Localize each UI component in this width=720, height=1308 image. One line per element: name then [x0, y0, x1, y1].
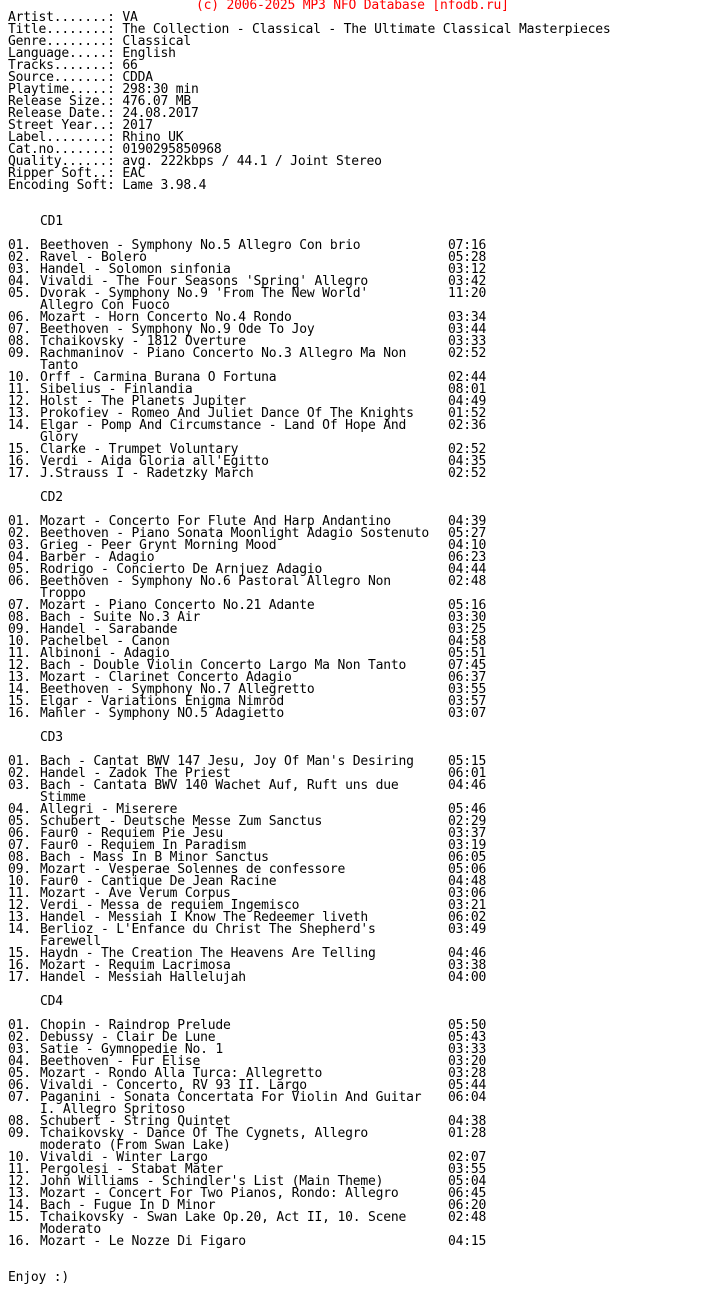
track-row	[0, 708, 720, 720]
track-number: 07.	[8, 598, 31, 613]
info-line: Encoding Soft: Lame 3.98.4	[8, 178, 207, 193]
info-line: Release Date.: 24.08.2017	[8, 106, 199, 121]
cd-label: CD1	[40, 214, 63, 229]
track-title: Handel - Sarabande	[40, 622, 178, 637]
track-number: 16.	[8, 1234, 31, 1249]
info-line: Playtime.....: 298:30 min	[8, 82, 199, 97]
track-title: Mozart - Requim Lacrimosa	[40, 958, 231, 973]
track-duration: 05:06	[448, 862, 487, 877]
track-title: Chopin - Raindrop Prelude	[40, 1018, 231, 1033]
track-number: 14.	[8, 922, 31, 937]
track-duration: 04:38	[448, 1114, 487, 1129]
track-duration: 03:33	[448, 334, 487, 349]
track-title: Mozart - Piano Concerto No.21 Adante	[40, 598, 315, 613]
track-number: 14.	[8, 1198, 31, 1213]
track-number: 12.	[8, 898, 31, 913]
track-title: Satie - Gymnopedie No. 1	[40, 1042, 224, 1057]
info-line: Genre........: Classical	[8, 34, 192, 49]
track-number: 05.	[8, 814, 31, 829]
track-title: Vivaldi - Concerto, RV 93 II. Largo	[40, 1078, 307, 1093]
track-number: 03.	[8, 538, 31, 553]
track-duration: 05:50	[448, 1018, 487, 1033]
track-title-continued: Allegro Con Fuoco	[40, 298, 170, 313]
track-number: 10.	[8, 874, 31, 889]
track-duration: 02:29	[448, 814, 487, 829]
track-duration: 05:27	[448, 526, 487, 541]
track-number: 07.	[8, 838, 31, 853]
track-duration: 04:39	[448, 514, 487, 529]
track-title-continued: Stimme	[40, 790, 86, 805]
track-number: 08.	[8, 610, 31, 625]
track-number: 02.	[8, 526, 31, 541]
track-number: 16.	[8, 706, 31, 721]
track-number: 06.	[8, 826, 31, 841]
track-number: 11.	[8, 382, 31, 397]
track-title-continued: Glory	[40, 430, 79, 445]
track-number: 01.	[8, 238, 31, 253]
track-title: Verdi - Aida Gloria all'Egitto	[40, 454, 269, 469]
track-duration: 02:48	[448, 574, 487, 589]
track-duration: 02:07	[448, 1150, 487, 1165]
track-duration: 11:20	[448, 286, 487, 301]
track-number: 11.	[8, 886, 31, 901]
track-title: Schubert - String Quintet	[40, 1114, 231, 1129]
info-line: Artist.......: VA	[8, 10, 138, 25]
track-number: 17.	[8, 970, 31, 985]
track-row	[0, 1212, 720, 1224]
track-title: Allegri - Miserere	[40, 802, 178, 817]
track-title: John Williams - Schindler's List (Main Theme)	[40, 1174, 384, 1189]
cd-label: CD4	[40, 994, 63, 1009]
track-title: Handel - Solomon sinfonia	[40, 262, 231, 277]
track-number: 09.	[8, 622, 31, 637]
track-duration: 03:30	[448, 610, 487, 625]
track-duration: 06:20	[448, 1198, 487, 1213]
track-number: 08.	[8, 334, 31, 349]
track-number: 08.	[8, 1114, 31, 1129]
track-title: Tchaikovsky - 1812 Overture	[40, 334, 246, 349]
track-row	[0, 348, 720, 360]
track-duration: 05:46	[448, 802, 487, 817]
track-duration: 05:04	[448, 1174, 487, 1189]
track-title: Rodrigo - Concierto De Arnjuez Adagio	[40, 562, 323, 577]
cd-section	[0, 720, 720, 984]
track-title: Pergolesi - Stabat Mater	[40, 1162, 224, 1177]
track-title: Clarke - Trumpet Voluntary	[40, 442, 239, 457]
release-info-block	[0, 12, 720, 192]
info-line: Quality......: avg. 222kbps / 44.1 / Joint Stereo	[8, 154, 382, 169]
track-row	[0, 468, 720, 480]
info-line: Tracks.......: 66	[8, 58, 138, 73]
footer-text: Enjoy :)	[8, 1270, 70, 1285]
track-title: Mahler - Symphony NO.5 Adagietto	[40, 706, 285, 721]
track-title: Bach - Double Violin Concerto Largo Ma Non Tanto	[40, 658, 407, 673]
track-duration: 06:23	[448, 550, 487, 565]
track-duration: 04:00	[448, 970, 487, 985]
track-title: Bach - Cantat BWV 147 Jesu, Joy Of Man's Desiring	[40, 754, 414, 769]
track-title: Orff - Carmina Burana O Fortuna	[40, 370, 277, 385]
track-number: 13.	[8, 1186, 31, 1201]
track-title: Mozart - Horn Concerto No.4 Rondo	[40, 310, 292, 325]
track-title: Holst - The Planets Jupiter	[40, 394, 246, 409]
info-line: Source.......: CDDA	[8, 70, 153, 85]
track-duration: 01:28	[448, 1126, 487, 1141]
track-number: 10.	[8, 370, 31, 385]
track-title: Beethoven - Symphony No.5 Allegro Con brio	[40, 238, 361, 253]
track-duration: 03:07	[448, 706, 487, 721]
track-title: Berlioz - L'Enfance du Christ The Shepherd's	[40, 922, 376, 937]
track-title-continued: Farewell	[40, 934, 102, 949]
track-number: 02.	[8, 250, 31, 265]
track-duration: 03:28	[448, 1066, 487, 1081]
track-duration: 03:33	[448, 1042, 487, 1057]
track-number: 06.	[8, 1078, 31, 1093]
track-duration: 05:51	[448, 646, 487, 661]
track-number: 05.	[8, 1066, 31, 1081]
track-duration: 03:34	[448, 310, 487, 325]
track-number: 05.	[8, 562, 31, 577]
track-title-continued: I. Allegro Spritoso	[40, 1102, 185, 1117]
track-title: Prokofiev - Romeo And Juliet Dance Of The Knights	[40, 406, 414, 421]
track-number: 12.	[8, 658, 31, 673]
track-duration: 03:19	[448, 838, 487, 853]
cd-section	[0, 984, 720, 1248]
cd-label: CD2	[40, 490, 63, 505]
track-number: 13.	[8, 406, 31, 421]
track-duration: 04:46	[448, 778, 487, 793]
track-title: Beethoven - Symphony No.6 Pastoral Allegro Non	[40, 574, 391, 589]
track-title: Albinoni - Adagio	[40, 646, 170, 661]
track-number: 09.	[8, 1126, 31, 1141]
track-duration: 04:49	[448, 394, 487, 409]
track-number: 11.	[8, 646, 31, 661]
cd-label: CD3	[40, 730, 63, 745]
track-title: Rachmaninov - Piano Concerto No.3 Allegro Ma Non	[40, 346, 407, 361]
track-duration: 02:52	[448, 442, 487, 457]
track-row	[0, 1236, 720, 1248]
track-title: Bach - Suite No.3 Air	[40, 610, 201, 625]
track-number: 13.	[8, 670, 31, 685]
track-title: Vivaldi - Winter Largo	[40, 1150, 208, 1165]
track-title: Ravel - Bolero	[40, 250, 147, 265]
track-duration: 02:52	[448, 346, 487, 361]
track-title: Faur0 - Requiem Pie Jesu	[40, 826, 224, 841]
track-title: Bach - Cantata BWV 140 Wachet Auf, Ruft uns due	[40, 778, 399, 793]
cd-section	[0, 192, 720, 480]
track-duration: 02:52	[448, 466, 487, 481]
track-title: Debussy - Clair De Lune	[40, 1030, 216, 1045]
track-number: 17.	[8, 466, 31, 481]
track-number: 14.	[8, 418, 31, 433]
info-line: Ripper Soft..: EAC	[8, 166, 146, 181]
track-number: 15.	[8, 946, 31, 961]
track-number: 12.	[8, 394, 31, 409]
track-title: Barber - Adagio	[40, 550, 155, 565]
track-title: Tchaikovsky - Swan Lake Op.20, Act II, 10. Scene	[40, 1210, 407, 1225]
track-duration: 05:44	[448, 1078, 487, 1093]
track-number: 03.	[8, 778, 31, 793]
track-title: Mozart - Ave Verum Corpus	[40, 886, 231, 901]
track-title: Mozart - Le Nozze Di Figaro	[40, 1234, 246, 1249]
track-title: Beethoven - Piano Sonata Moonlight Adagio Sostenuto	[40, 526, 429, 541]
track-title: Mozart - Clarinet Concerto Adagio	[40, 670, 292, 685]
track-title-continued: Tanto	[40, 358, 79, 373]
track-duration: 08:01	[448, 382, 487, 397]
tracklist	[0, 192, 720, 1248]
track-title: Mozart - Rondo Alla Turca: Allegretto	[40, 1066, 323, 1081]
info-line: Title........: The Collection - Classical - The Ultimate Classical Masterpieces	[8, 22, 611, 37]
track-number: 04.	[8, 1054, 31, 1069]
track-number: 01.	[8, 514, 31, 529]
track-title: Mozart - Concerto For Flute And Harp Andantino	[40, 514, 391, 529]
track-number: 16.	[8, 958, 31, 973]
info-line: Street Year..: 2017	[8, 118, 153, 133]
track-number: 10.	[8, 634, 31, 649]
track-number: 11.	[8, 1162, 31, 1177]
track-duration: 05:15	[448, 754, 487, 769]
track-duration: 03:20	[448, 1054, 487, 1069]
track-duration: 03:49	[448, 922, 487, 937]
track-duration: 06:37	[448, 670, 487, 685]
track-title: Vivaldi - The Four Seasons 'Spring' Allegro	[40, 274, 368, 289]
track-duration: 04:46	[448, 946, 487, 961]
nfo-copyright-header: (c) 2006-2025 MP3 NFO Database [nfodb.ru]	[196, 0, 509, 13]
track-number: 10.	[8, 1150, 31, 1165]
track-title: Faur0 - Requiem In Paradism	[40, 838, 246, 853]
track-number: 15.	[8, 442, 31, 457]
track-number: 03.	[8, 1042, 31, 1057]
track-number: 02.	[8, 1030, 31, 1045]
track-duration: 02:44	[448, 370, 487, 385]
track-title: Paganini - Sonata Concertata For Violin And Guitar	[40, 1090, 422, 1105]
track-title: Verdi - Messa de requiem Ingemisco	[40, 898, 300, 913]
track-title: J.Strauss I - Radetzky March	[40, 466, 254, 481]
track-title: Dvorak - Symphony No.9 'From The New World'	[40, 286, 368, 301]
track-title: Haydn - The Creation The Heavens Are Telling	[40, 946, 376, 961]
track-title: Sibelius - Finlandia	[40, 382, 193, 397]
track-title: Handel - Messiah Hallelujah	[40, 970, 246, 985]
track-duration: 04:15	[448, 1234, 487, 1249]
track-duration: 03:12	[448, 262, 487, 277]
track-duration: 05:28	[448, 250, 487, 265]
track-row	[0, 972, 720, 984]
track-number: 06.	[8, 574, 31, 589]
track-title: Grieg - Peer Grynt Morning Mood	[40, 538, 277, 553]
track-duration: 03:37	[448, 826, 487, 841]
track-title: Tchaikovsky - Dance Of The Cygnets, Allegro	[40, 1126, 368, 1141]
track-number: 07.	[8, 322, 31, 337]
track-title: Handel - Zadok The Priest	[40, 766, 231, 781]
track-duration: 06:02	[448, 910, 487, 925]
track-number: 15.	[8, 1210, 31, 1225]
track-number: 02.	[8, 766, 31, 781]
track-duration: 04:10	[448, 538, 487, 553]
track-duration: 03:38	[448, 958, 487, 973]
track-duration: 07:45	[448, 658, 487, 673]
track-number: 04.	[8, 274, 31, 289]
track-number: 09.	[8, 862, 31, 877]
track-duration: 06:05	[448, 850, 487, 865]
track-row	[0, 780, 720, 792]
cd-section	[0, 480, 720, 720]
track-duration: 03:21	[448, 898, 487, 913]
track-duration: 03:25	[448, 622, 487, 637]
track-duration: 02:48	[448, 1210, 487, 1225]
track-duration: 05:16	[448, 598, 487, 613]
track-row	[0, 576, 720, 588]
track-title: Beethoven - Fur Elise	[40, 1054, 201, 1069]
info-line: Release Size.: 476.07 MB	[8, 94, 192, 109]
track-duration: 07:16	[448, 238, 487, 253]
track-title-continued: Troppo	[40, 586, 86, 601]
track-number: 16.	[8, 454, 31, 469]
track-duration: 05:43	[448, 1030, 487, 1045]
track-number: 04.	[8, 802, 31, 817]
track-title: Beethoven - Symphony No.9 Ode To Joy	[40, 322, 315, 337]
track-duration: 04:58	[448, 634, 487, 649]
track-duration: 04:44	[448, 562, 487, 577]
track-duration: 01:52	[448, 406, 487, 421]
track-title: Beethoven - Symphony No.7 Allegretto	[40, 682, 315, 697]
info-line: Language.....: English	[8, 46, 176, 61]
track-duration: 06:01	[448, 766, 487, 781]
track-title: Mozart - Concert For Two Pianos, Rondo: Allegro	[40, 1186, 399, 1201]
track-duration: 03:44	[448, 322, 487, 337]
track-number: 07.	[8, 1090, 31, 1105]
track-duration: 03:55	[448, 1162, 487, 1177]
track-title: Bach - Mass In B Minor Sanctus	[40, 850, 269, 865]
track-row	[0, 420, 720, 432]
track-number: 03.	[8, 262, 31, 277]
track-duration: 03:42	[448, 274, 487, 289]
track-duration: 03:06	[448, 886, 487, 901]
track-number: 13.	[8, 910, 31, 925]
track-row	[0, 924, 720, 936]
track-title: Pachelbel - Canon	[40, 634, 170, 649]
track-title: Bach - Fugue In D Minor	[40, 1198, 216, 1213]
track-duration: 04:35	[448, 454, 487, 469]
track-number: 15.	[8, 694, 31, 709]
track-title: Handel - Messiah I Know The Redeemer liveth	[40, 910, 368, 925]
track-title-continued: moderato (From Swan Lake)	[40, 1138, 231, 1153]
track-number: 01.	[8, 1018, 31, 1033]
track-number: 06.	[8, 310, 31, 325]
track-duration: 02:36	[448, 418, 487, 433]
track-number: 01.	[8, 754, 31, 769]
track-duration: 03:57	[448, 694, 487, 709]
track-title: Schubert - Deutsche Messe Zum Sanctus	[40, 814, 323, 829]
track-title: Mozart - Vesperae Solennes de confessore	[40, 862, 346, 877]
track-title: Faur0 - Cantique De Jean Racine	[40, 874, 277, 889]
track-title: Elgar - Pomp And Circumstance - Land Of Hope And	[40, 418, 407, 433]
track-duration: 06:45	[448, 1186, 487, 1201]
track-number: 04.	[8, 550, 31, 565]
track-number: 05.	[8, 286, 31, 301]
track-title-continued: Moderato	[40, 1222, 102, 1237]
track-number: 08.	[8, 850, 31, 865]
track-number: 12.	[8, 1174, 31, 1189]
info-line: Label........: Rhino UK	[8, 130, 184, 145]
track-duration: 04:48	[448, 874, 487, 889]
track-number: 09.	[8, 346, 31, 361]
track-number: 14.	[8, 682, 31, 697]
track-title: Elgar - Variations Enigma Nimrod	[40, 694, 285, 709]
track-duration: 06:04	[448, 1090, 487, 1105]
track-duration: 03:55	[448, 682, 487, 697]
info-line: Cat.no.......: 0190295850968	[8, 142, 222, 157]
